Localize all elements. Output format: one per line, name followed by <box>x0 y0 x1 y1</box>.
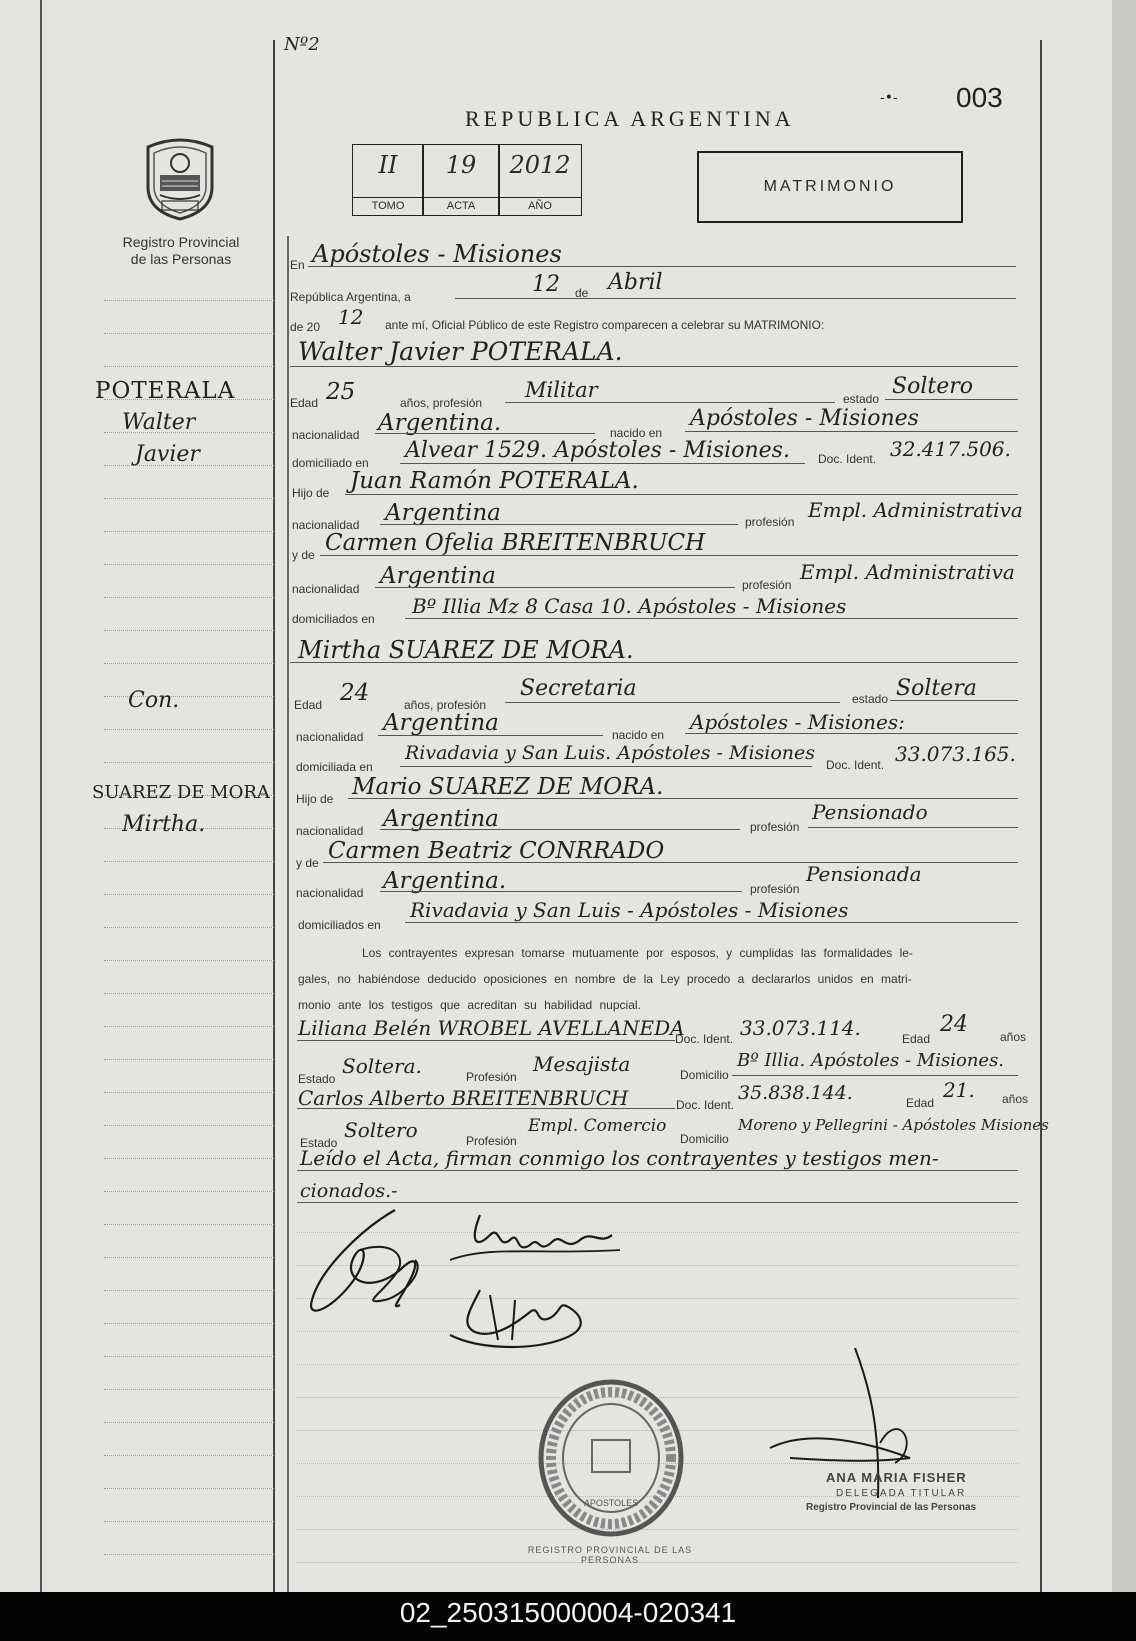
label-nacionalidad-5: nacionalidad <box>296 824 364 838</box>
act-type-box <box>697 151 963 223</box>
label-domicilio-1: Domicilio <box>680 1068 729 1082</box>
margin-surname-2: SUAREZ DE MORA <box>92 782 270 803</box>
margin-name-1b: Javier <box>135 442 200 467</box>
margin-ruled-line <box>104 1191 274 1192</box>
rule-groom-prof <box>505 402 835 403</box>
label-y-de-2: y de <box>296 856 319 870</box>
witness1-age: 24 <box>940 1012 968 1037</box>
rule-bf-nat <box>380 829 740 830</box>
groom-mother-prof: Empl. Administrativa <box>800 560 1015 584</box>
label-anos-profesion: años, profesión <box>400 396 483 410</box>
country-title: REPUBLICA ARGENTINA <box>465 106 795 131</box>
witness1-doc: 33.073.114. <box>740 1016 861 1040</box>
label-doc-ident: Doc. Ident. <box>818 452 877 466</box>
margin-name-2: Mirtha. <box>122 812 206 837</box>
margin-con: Con. <box>128 688 180 713</box>
label-domicilio-2: Domicilio <box>680 1132 729 1146</box>
rule-gp-address <box>405 618 1018 619</box>
label-profesion-1: profesión <box>745 515 795 529</box>
bride-nationality: Argentina <box>383 710 499 736</box>
groom-parents-address: Bº Illia Mz 8 Casa 10. Apóstoles - Misiones <box>412 594 847 618</box>
ano-caption: AÑO <box>499 197 581 215</box>
groom-birthplace: Apóstoles - Misiones <box>690 406 919 431</box>
footer-code: 02_250315000004-020341 <box>399 1597 737 1628</box>
groom-doc: 32.417.506. <box>890 437 1011 461</box>
margin-ruled-line <box>104 1257 274 1258</box>
bride-doc: 33.073.165. <box>895 742 1016 766</box>
label-edad: Edad <box>290 396 319 410</box>
groom-father: Juan Ramón POTERALA. <box>350 468 639 494</box>
margin-ruled-line <box>104 564 274 565</box>
label-edad-3: Edad <box>902 1032 931 1046</box>
bride-father: Mario SUAREZ DE MORA. <box>352 774 664 800</box>
legal-text-line-1: Los contrayentes expresan tomarse mutuamente por esposos, y cumplidas las formalidades le- <box>362 946 913 960</box>
margin-ruled-line <box>104 894 274 895</box>
tomo-value: II <box>378 151 398 179</box>
margin-ruled-line <box>104 861 274 862</box>
label-nacionalidad-3: nacionalidad <box>292 582 360 596</box>
label-profesion-5: Profesión <box>466 1070 517 1084</box>
rule-w1-name <box>297 1040 675 1041</box>
rule-groom-mother <box>320 555 1018 556</box>
label-de: de <box>575 286 589 300</box>
rule-place <box>308 266 1016 267</box>
label-estado-4: Estado <box>300 1136 338 1150</box>
witness2-name: Carlos Alberto BREITENBRUCH <box>298 1086 629 1110</box>
rule-gm-nat <box>375 587 735 588</box>
rule-groom-birth <box>685 431 1018 432</box>
bride-mother-nat: Argentina. <box>383 868 507 894</box>
bride-profession: Secretaria <box>520 676 637 701</box>
label-de-20: de 20 <box>290 320 321 334</box>
bride-father-prof: Pensionado <box>812 800 928 824</box>
rule-bride-state <box>890 700 1018 701</box>
acta-cell <box>422 144 500 216</box>
rule-groom-father <box>345 494 1018 495</box>
ano-value: 2012 <box>509 151 571 179</box>
margin-ruled-line <box>104 300 274 301</box>
witness2-doc: 35.838.144. <box>738 1082 853 1104</box>
label-nacionalidad: nacionalidad <box>292 428 360 442</box>
label-anos-profesion-2: años, profesión <box>404 698 487 712</box>
groom-mother-nat: Argentina <box>380 563 496 589</box>
rule-w1-address <box>732 1075 1018 1076</box>
rule-bride-prof <box>505 702 840 703</box>
label-nacionalidad-4: nacionalidad <box>296 730 364 744</box>
rule-groom-address <box>400 463 805 464</box>
rule-bride-father <box>348 798 1018 799</box>
groom-mother: Carmen Ofelia BREITENBRUCH <box>325 530 706 556</box>
rule-bride-birth <box>685 733 1018 734</box>
field-day: 12 <box>532 272 560 297</box>
tomo-cell <box>352 144 424 216</box>
label-doc-ident-3: Doc. Ident. <box>675 1032 734 1046</box>
label-profesion-4: profesión <box>750 882 800 896</box>
page-edge <box>1112 0 1136 1592</box>
rule-groom-nat <box>375 433 595 434</box>
margin-ruled-line <box>104 762 274 763</box>
margin-ruled-line <box>104 498 274 499</box>
field-month: Abril <box>608 270 663 295</box>
margin-ruled-line <box>104 993 274 994</box>
label-edad-4: Edad <box>906 1096 935 1110</box>
label-nacionalidad-2: nacionalidad <box>292 518 360 532</box>
bride-father-nat: Argentina <box>383 806 499 832</box>
field-place: Apóstoles - Misiones <box>312 240 562 268</box>
groom-profession: Militar <box>525 378 598 402</box>
margin-ruled-line <box>104 597 274 598</box>
label-domiciliados-en: domiciliados en <box>292 612 375 626</box>
groom-nationality: Argentina. <box>378 410 502 436</box>
bride-birthplace: Apóstoles - Misiones: <box>690 710 905 734</box>
rule-bf-prof <box>808 827 1018 828</box>
label-domiciliado-en: domiciliado en <box>292 456 369 470</box>
stamp-ring-text: REGISTRO PROVINCIAL DE LAS PERSONAS <box>527 1545 693 1565</box>
page-mark: Nº2 <box>284 34 320 55</box>
acta-caption: ACTA <box>423 197 499 215</box>
signature-group <box>300 1200 660 1380</box>
legal-text-line-3: monio ante los testigos que acreditan su habilidad nupcial. <box>298 998 641 1012</box>
coat-of-arms-emblem <box>140 137 220 221</box>
acta-value: 19 <box>445 151 477 179</box>
margin-ruled-line <box>104 366 274 367</box>
witness1-prof: Mesajista <box>533 1052 631 1076</box>
left-margin-line <box>40 0 42 1592</box>
margin-ruled-line <box>104 1224 274 1225</box>
registry-name <box>100 234 262 268</box>
stamp-center-text: APOSTOLES <box>583 1498 639 1508</box>
margin-ruled-line <box>104 1488 274 1489</box>
margin-ruled-line <box>104 1422 274 1423</box>
margin-ruled-line <box>104 1356 274 1357</box>
bride-full-name: Mirtha SUAREZ DE MORA. <box>298 636 634 664</box>
groom-father-prof: Empl. Administrativa <box>808 498 1023 522</box>
witness1-state: Soltera. <box>342 1054 422 1078</box>
label-ante-mi: ante mí, Oficial Público de este Registro comparecen a celebrar su MATRIMONIO: <box>385 318 825 332</box>
rule-w2-name <box>297 1108 675 1109</box>
label-y-de: y de <box>292 548 315 562</box>
margin-ruled-line <box>104 1158 274 1159</box>
rule-bride-address <box>400 766 812 767</box>
label-estado-2: estado <box>852 692 889 706</box>
groom-father-nat: Argentina <box>385 500 501 526</box>
label-anos-1: años <box>1000 1030 1027 1044</box>
document-number: 003 <box>956 82 1003 113</box>
margin-name-1a: Walter <box>122 410 196 435</box>
act-type-label: MATRIMONIO <box>763 178 897 195</box>
body-left-line <box>287 236 289 1592</box>
margin-ruled-line <box>104 1521 274 1522</box>
margin-ruled-line <box>104 1323 274 1324</box>
margin-ruled-line <box>104 1455 274 1456</box>
right-border-line <box>1040 40 1042 1592</box>
label-estado: estado <box>843 392 880 406</box>
label-estado-3: Estado <box>298 1072 336 1086</box>
main-border-line <box>273 40 275 1592</box>
label-hijo-de: Hijo de <box>292 486 330 500</box>
label-hijo-de-2: Hijo de <box>296 792 334 806</box>
closing-line-1: Leído el Acta, firman conmigo los contrayentes y testigos men- <box>300 1146 939 1170</box>
doc-prefix: -•- <box>880 90 898 106</box>
margin-ruled-line <box>104 729 274 730</box>
label-profesion-3: profesión <box>750 820 800 834</box>
witness1-name: Liliana Belén WROBEL AVELLANEDA <box>298 1016 685 1040</box>
margin-ruled-line <box>104 531 274 532</box>
margin-ruled-line <box>104 1059 274 1060</box>
margin-ruled-line <box>104 1125 274 1126</box>
witness2-prof: Empl. Comercio <box>528 1116 667 1136</box>
margin-ruled-line <box>104 960 274 961</box>
witness2-age: 21. <box>943 1078 975 1102</box>
bride-state: Soltera <box>896 676 977 701</box>
official-name: ANA MARIA FISHER <box>826 1470 967 1485</box>
rule-groom-state <box>885 399 1018 400</box>
label-nacido-en: nacido en <box>610 426 663 440</box>
legal-text-line-2: gales, no habiéndose deducido oposiciones en nombre de la Ley procedo a declararlos unidos en matri- <box>298 972 912 986</box>
label-anos-2: años <box>1002 1092 1029 1106</box>
groom-age: 25 <box>326 379 356 405</box>
margin-ruled-line <box>104 663 274 664</box>
margin-ruled-line <box>104 1554 274 1555</box>
rule-groom-name <box>290 366 1018 367</box>
witness1-address: Bº Illia. Apóstoles - Misiones. <box>737 1050 1005 1071</box>
rule-bride-nat <box>378 735 603 736</box>
registry-line-2: de las Personas <box>130 251 232 267</box>
field-year: 12 <box>338 305 364 329</box>
margin-ruled-line <box>104 333 274 334</box>
ano-cell <box>498 144 582 216</box>
tomo-caption: TOMO <box>353 197 423 215</box>
bride-parents-address: Rivadavia y San Luis - Apóstoles - Misiones <box>410 898 849 922</box>
label-profesion-2: profesión <box>742 578 792 592</box>
margin-ruled-line <box>104 1290 274 1291</box>
bride-mother: Carmen Beatriz CONRRADO <box>328 838 665 864</box>
registry-line-1: Registro Provincial <box>122 234 240 250</box>
groom-full-name: Walter Javier POTERALA. <box>298 337 623 366</box>
rule-bp-address <box>405 922 1018 923</box>
groom-state: Soltero <box>892 374 973 399</box>
margin-ruled-line <box>104 630 274 631</box>
registry-seal-stamp <box>536 1378 686 1538</box>
margin-ruled-line <box>104 1092 274 1093</box>
label-domiciliados-en-2: domiciliados en <box>298 918 381 932</box>
bride-age: 24 <box>340 680 370 706</box>
official-org: Registro Provincial de las Personas <box>806 1502 977 1513</box>
margin-ruled-line <box>104 1389 274 1390</box>
rule-gf-nat <box>380 524 738 525</box>
witness2-state: Soltero <box>344 1118 418 1142</box>
groom-address: Alvear 1529. Apóstoles - Misiones. <box>405 438 790 463</box>
margin-surname-1: POTERALA <box>95 378 236 404</box>
margin-ruled-line <box>104 927 274 928</box>
label-en: En <box>290 258 305 272</box>
rule-bm-nat <box>380 891 742 892</box>
label-republica-a: República Argentina, a <box>290 290 411 304</box>
label-edad-2: Edad <box>294 698 323 712</box>
rule-closing-1 <box>297 1170 1018 1171</box>
bride-address: Rivadavia y San Luis. Apóstoles - Misiones <box>405 742 816 764</box>
label-domiciliada-en: domiciliada en <box>296 760 373 774</box>
rule-bride-name <box>290 662 1018 663</box>
official-title: DELEGADA TITULAR <box>836 1488 967 1499</box>
margin-ruled-line <box>104 1026 274 1027</box>
label-profesion-6: Profesión <box>466 1134 517 1148</box>
label-doc-ident-2: Doc. Ident. <box>826 758 885 772</box>
rule-date <box>455 298 1016 299</box>
witness2-address: Moreno y Pellegrini - Apóstoles Misiones <box>738 1116 1049 1134</box>
label-nacionalidad-6: nacionalidad <box>296 886 364 900</box>
bride-mother-prof: Pensionada <box>806 862 922 886</box>
closing-line-2: cionados.- <box>300 1180 398 1202</box>
label-doc-ident-4: Doc. Ident. <box>676 1098 735 1112</box>
label-nacido-en-2: nacido en <box>612 728 665 742</box>
